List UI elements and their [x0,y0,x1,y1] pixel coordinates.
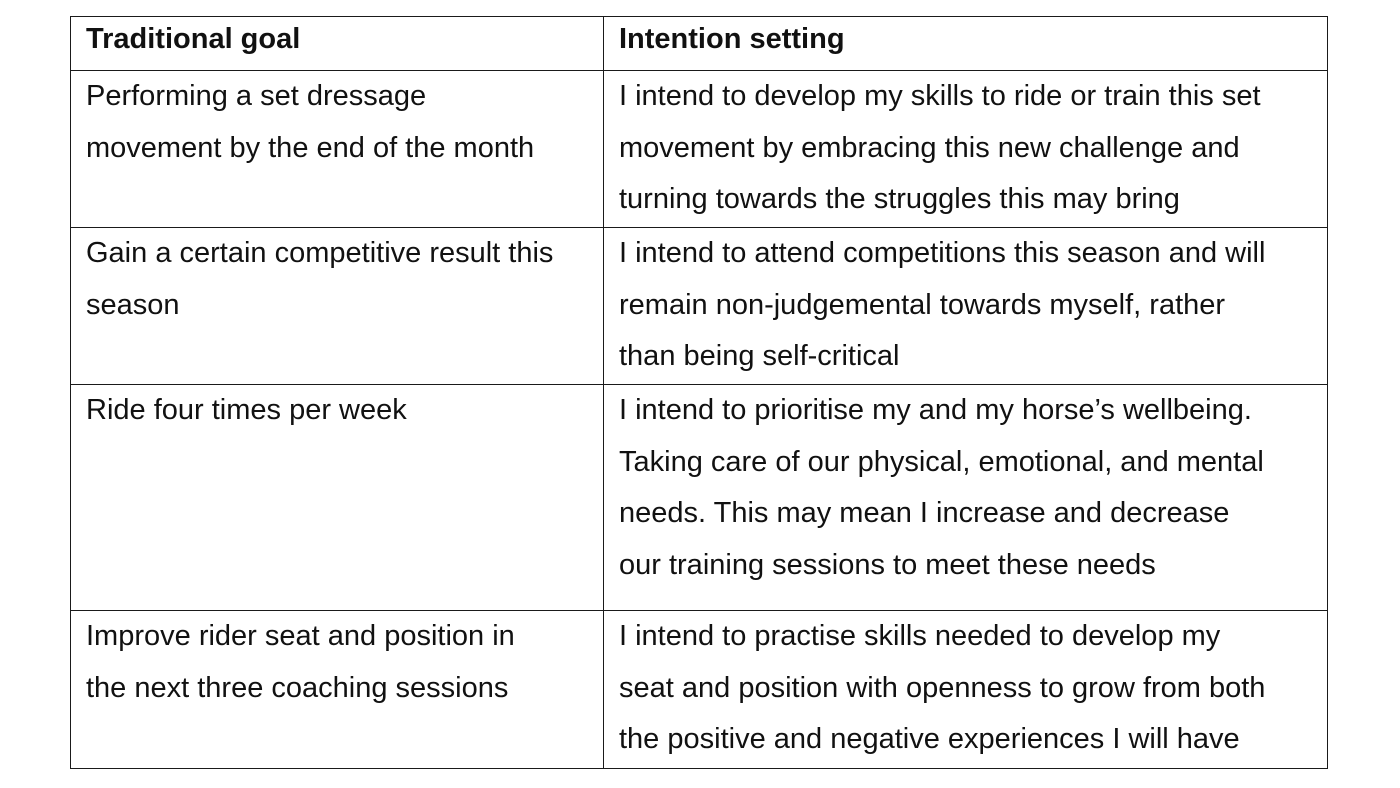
traditional-goal-cell: Gain a certain competitive result this season [71,228,604,385]
goals-comparison-table [70,16,1328,769]
intention-setting-cell: I intend to attend competitions this season and will remain non-judgemental towards myself, rather than being self-critical [604,228,1328,385]
table-row [71,385,1328,611]
traditional-goal-cell: Ride four times per week [71,385,604,611]
table-row [71,228,1328,385]
header-intention-setting: Intention setting [604,17,1328,71]
intention-setting-cell: I intend to prioritise my and my horse’s wellbeing. Taking care of our physical, emotional, and mental needs. This may mean I increase and decrease our training sessions to meet these needs [604,385,1328,611]
header-traditional-goal: Traditional goal [71,17,604,71]
intention-setting-cell: I intend to practise skills needed to develop my seat and position with openness to grow from both the positive and negative experiences I will have [604,611,1328,769]
traditional-goal-cell: Performing a set dressage movement by the end of the month [71,71,604,228]
table-header-row [71,17,1328,71]
table-row [71,611,1328,769]
table-row [71,71,1328,228]
goals-table-container [70,16,1328,769]
intention-setting-cell: I intend to develop my skills to ride or train this set movement by embracing this new challenge and turning towards the struggles this may bring [604,71,1328,228]
traditional-goal-cell: Improve rider seat and position in the next three coaching sessions [71,611,604,769]
